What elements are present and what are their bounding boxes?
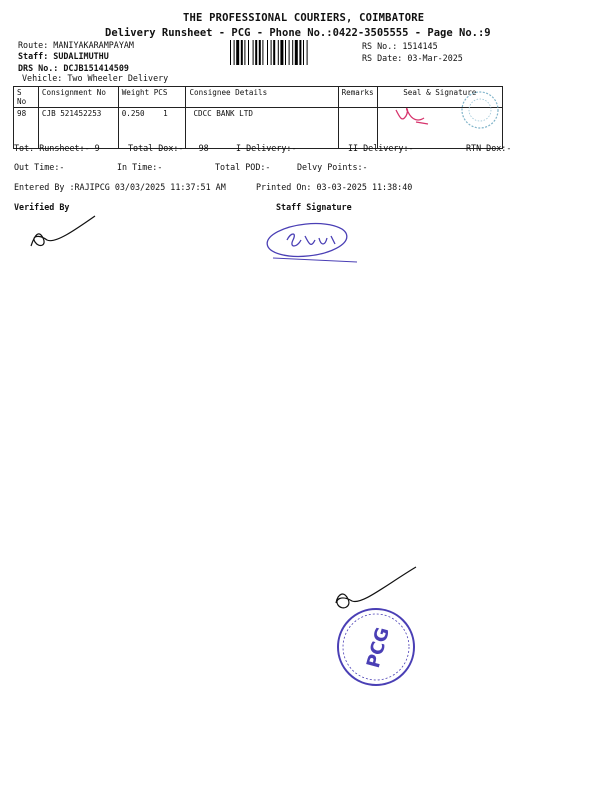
cell-pcs: 1 xyxy=(163,109,168,118)
out-time: Out Time:- xyxy=(14,162,65,172)
rs-number: RS No.: 1514145 xyxy=(362,41,438,51)
route-label: Route: MANIYAKARAMPAYAM xyxy=(18,40,134,50)
printed-on: Printed On: 03-03-2025 11:38:40 xyxy=(256,182,413,192)
tot-runsheet: Tot. Runsheet:- 9 xyxy=(14,143,100,153)
ii-delivery: II Delivery:- xyxy=(348,143,414,153)
col-sno: S No xyxy=(14,87,39,108)
col-consignment: Consignment No xyxy=(38,87,118,108)
col-weight-pcs: Weight PCS xyxy=(118,87,186,108)
delvy-points: Delvy Points:- xyxy=(297,162,368,172)
col-remarks: Remarks xyxy=(338,87,377,108)
recipient-signature-and-seal xyxy=(388,88,508,138)
cell-sno: 98 xyxy=(14,108,39,149)
rtn-dox: RTN Dox:- xyxy=(466,143,512,153)
staff-signature-icon xyxy=(263,218,361,266)
runsheet-subtitle: Delivery Runsheet - PCG - Phone No.:0422-3505555 - Page No.:9 xyxy=(105,27,491,39)
col-seal-signature: Seal & Signature xyxy=(377,87,502,108)
faint-bank-stamp-icon xyxy=(462,92,498,128)
total-pod: Total POD:- xyxy=(215,162,271,172)
total-dox: Total Dox:- 98 xyxy=(128,143,209,153)
rs-date: RS Date: 03-Mar-2025 xyxy=(362,53,463,63)
consignee-name: CDCC BANK LTD xyxy=(193,109,253,118)
vehicle-label: Vehicle: Two Wheeler Delivery xyxy=(22,73,169,83)
red-signature-icon xyxy=(396,109,428,124)
col-consignee: Consignee Details xyxy=(186,87,338,108)
pcg-stamp-icon xyxy=(334,605,418,689)
barcode xyxy=(230,40,345,65)
staff-signature-label: Staff Signature xyxy=(276,202,352,212)
stamp-label: PCG xyxy=(362,625,394,671)
cell-weight: 0.250 xyxy=(121,109,145,118)
cell-consignment: CJB 521452253 xyxy=(38,108,118,149)
drs-label: DRS No.: DCJB151414509 xyxy=(18,63,129,73)
in-time: In Time:- xyxy=(117,162,163,172)
verified-by-signature-icon xyxy=(25,212,100,252)
verified-by-label: Verified By xyxy=(14,202,70,212)
company-title: THE PROFESSIONAL COURIERS, COIMBATORE xyxy=(183,12,425,24)
staff-label: Staff: SUDALIMUTHU xyxy=(18,51,109,61)
i-delivery: I Delivery:- xyxy=(236,143,297,153)
entered-by: Entered By :RAJIPCG 03/03/2025 11:37:51 AM xyxy=(14,182,226,192)
